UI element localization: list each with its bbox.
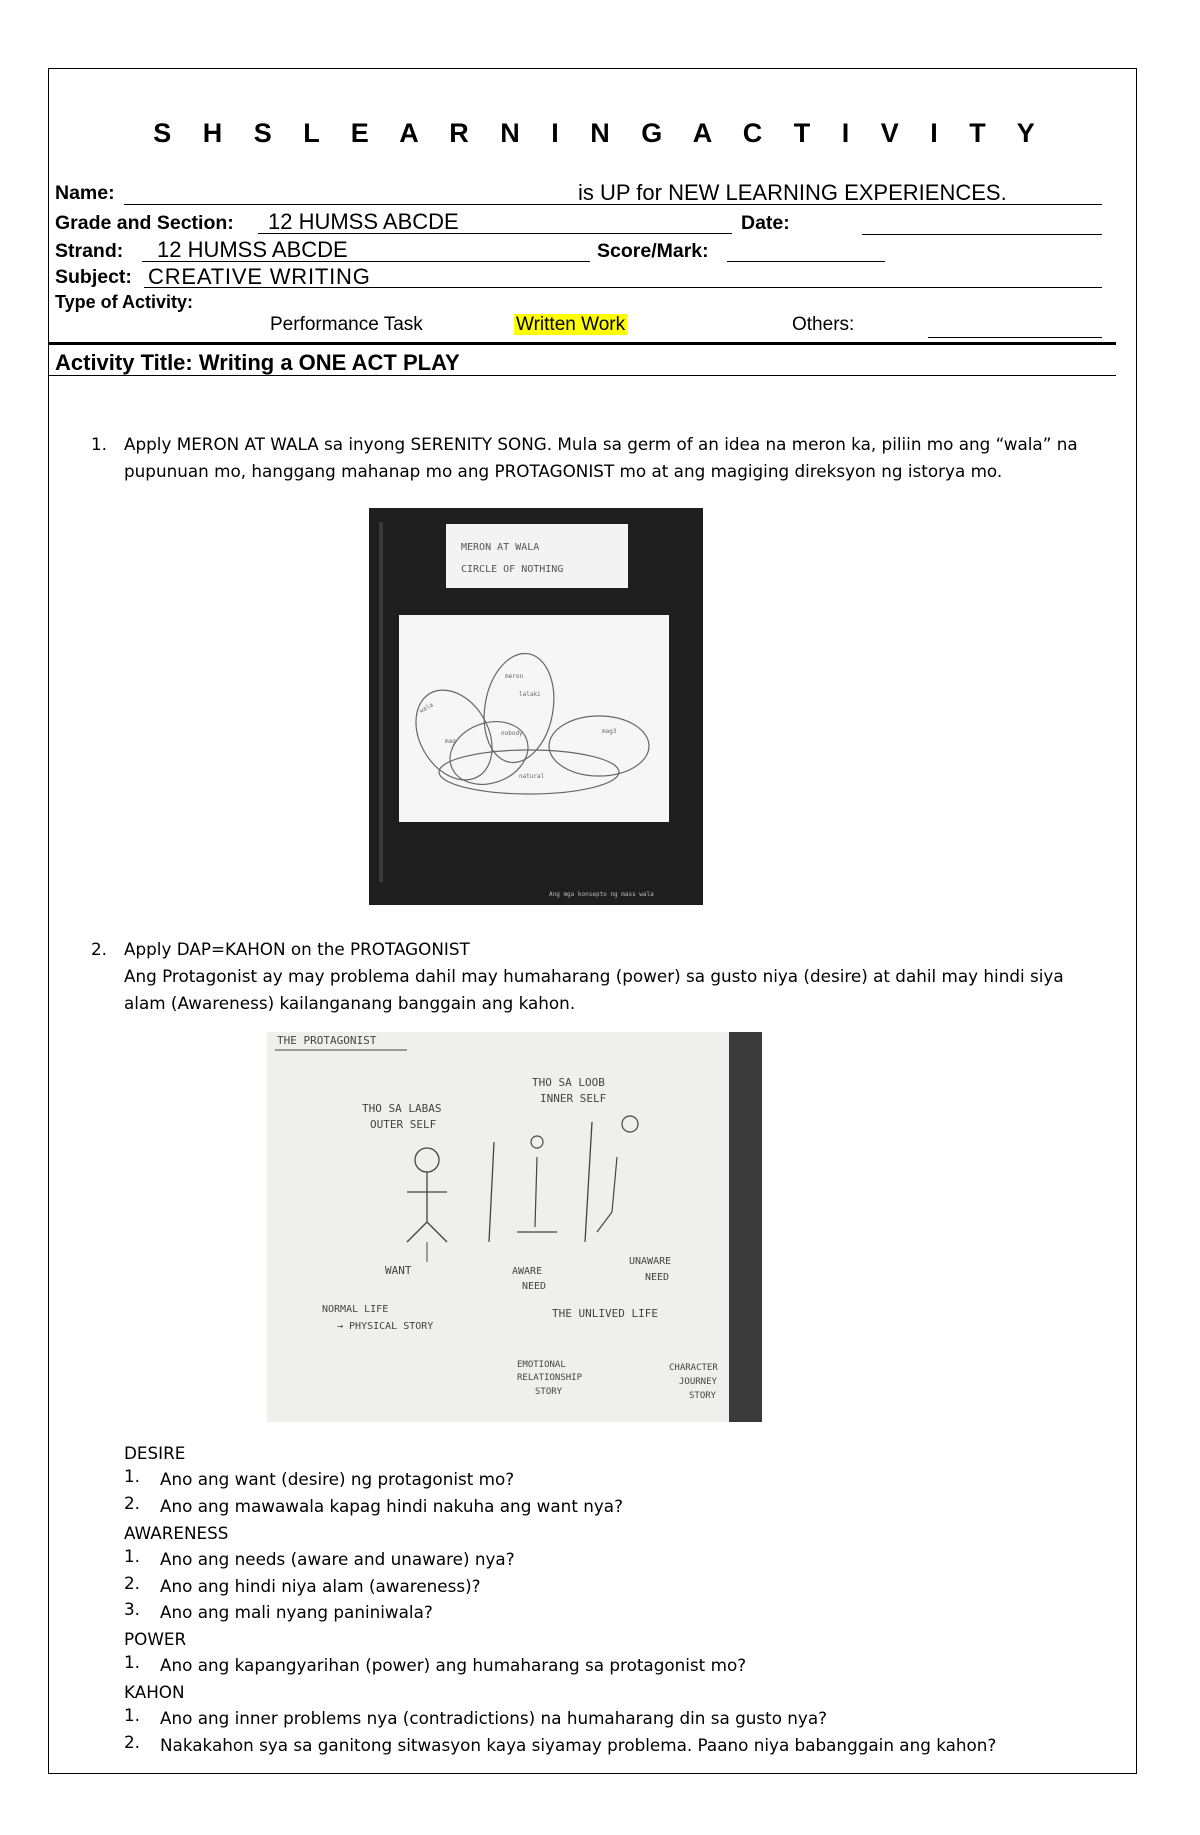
- photo1-word-mag: mag: [445, 738, 456, 745]
- photo1-word-mag3: mag3: [602, 728, 617, 735]
- photo1-label-card: [446, 524, 628, 588]
- subject-value: CREATIVE WRITING: [148, 264, 371, 289]
- awareness-heading: AWARENESS: [124, 1523, 229, 1543]
- item1-line2: pupunuan mo, hanggang mahanap mo ang PROTAGONIST mo at ang magiging direksyon ng istorya mo.: [124, 461, 1003, 481]
- grade-value: 12 HUMSS ABCDE: [268, 209, 459, 234]
- photo2-edge: [729, 1032, 762, 1422]
- desire-heading: DESIRE: [124, 1443, 186, 1463]
- photo1-texture: [379, 522, 383, 882]
- photo1-label-line1: MERON AT WALA: [461, 542, 540, 553]
- desire-q2: Ano ang mawawala kapag hindi nakuha ang want nya?: [160, 1496, 623, 1516]
- activity-title-underline: [48, 375, 1116, 376]
- inner-label-1: THO SA LOOB: [532, 1076, 605, 1089]
- unaware-label-2: NEED: [645, 1272, 670, 1283]
- item2-number: 2.: [91, 939, 108, 959]
- power-heading: POWER: [124, 1629, 187, 1649]
- protagonist-drawing: [267, 1032, 762, 1422]
- outer-label-1: THO SA LABAS: [362, 1102, 442, 1115]
- name-label: Name:: [55, 182, 115, 204]
- photo2-corner-label: THE PROTAGONIST: [277, 1034, 377, 1047]
- kahon-q1: Ano ang inner problems nya (contradictions) na humaharang din sa gusto nya?: [160, 1708, 828, 1728]
- selected-option-highlight: Written Work: [516, 314, 626, 335]
- option-performance-task[interactable]: Performance Task: [270, 314, 423, 335]
- page-title: S H S L E A R N I N G A C T I V I T Y: [153, 118, 1047, 148]
- unaware-label-1: UNAWARE: [629, 1256, 672, 1267]
- character-label-2: JOURNEY: [679, 1377, 717, 1387]
- power-q1: Ano ang kapangyarihan (power) ang humaharang sa protagonist mo?: [160, 1655, 747, 1675]
- score-label: Score/Mark:: [597, 240, 709, 262]
- strand-value: 12 HUMSS ABCDE: [157, 237, 348, 262]
- emotional-label-3: STORY: [535, 1387, 563, 1397]
- desire-q1-number: 1.: [124, 1466, 141, 1486]
- power-q1-number: 1.: [124, 1652, 141, 1672]
- photo1-paper: [399, 615, 669, 822]
- protagonist-photo: [267, 1032, 762, 1422]
- awareness-q2: Ano ang hindi niya alam (awareness)?: [160, 1576, 481, 1596]
- aware-label-1: AWARE: [512, 1266, 543, 1277]
- type-label: Type of Activity:: [55, 292, 194, 312]
- kahon-q1-number: 1.: [124, 1705, 141, 1725]
- date-field-line[interactable]: [862, 234, 1102, 235]
- photo1-word-wala: wala: [418, 701, 435, 715]
- character-label-1: CHARACTER: [669, 1363, 718, 1373]
- meron-at-wala-photo: [369, 508, 703, 905]
- photo1-word-nobody: nobody: [501, 730, 523, 737]
- emotional-label-1: EMOTIONAL: [517, 1360, 566, 1370]
- normal-life-label: NORMAL LIFE: [322, 1304, 389, 1315]
- aware-label-2: NEED: [522, 1281, 547, 1292]
- item2-line3: alam (Awareness) kailanganang banggain ang kahon.: [124, 993, 576, 1013]
- item1-number: 1.: [91, 434, 108, 454]
- kahon-q2: Nakakahon sya sa ganitong sitwasyon kaya siyamay problema. Paano niya babanggain ang kahon?: [160, 1735, 997, 1755]
- option-written-work[interactable]: [514, 314, 627, 336]
- desire-q1: Ano ang want (desire) ng protagonist mo?: [160, 1469, 515, 1489]
- physical-story-label: → PHYSICAL STORY: [337, 1321, 434, 1332]
- awareness-q3-number: 3.: [124, 1599, 141, 1619]
- desire-q2-number: 2.: [124, 1493, 141, 1513]
- kahon-q2-number: 2.: [124, 1732, 141, 1752]
- awareness-q3: Ano ang mali nyang paniniwala?: [160, 1602, 433, 1622]
- strand-label: Strand:: [55, 240, 124, 262]
- unlived-life-label: THE UNLIVED LIFE: [552, 1307, 658, 1320]
- score-field-line[interactable]: [727, 261, 885, 262]
- emotional-label-2: RELATIONSHIP: [517, 1373, 583, 1383]
- inner-label-2: INNER SELF: [540, 1092, 607, 1105]
- grade-label: Grade and Section:: [55, 212, 234, 234]
- outer-label-2: OUTER SELF: [370, 1118, 437, 1131]
- item1-line1: Apply MERON AT WALA sa inyong SERENITY SONG. Mula sa germ of an idea na meron ka, piliin mo ang “wala” na: [124, 434, 1078, 454]
- date-label: Date:: [741, 212, 790, 234]
- subject-label: Subject:: [55, 266, 132, 288]
- meron-at-wala-drawing: [369, 508, 703, 905]
- activity-title: Activity Title: Writing a ONE ACT PLAY: [55, 350, 460, 375]
- awareness-q1: Ano ang needs (aware and unaware) nya?: [160, 1549, 515, 1569]
- option-others[interactable]: Others:: [792, 314, 855, 335]
- character-label-3: STORY: [689, 1391, 717, 1401]
- awareness-q1-number: 1.: [124, 1546, 141, 1566]
- want-label: WANT: [385, 1264, 412, 1277]
- awareness-q2-number: 2.: [124, 1573, 141, 1593]
- photo1-word-natural: natural: [519, 773, 545, 780]
- header-divider: [48, 342, 1116, 345]
- kahon-heading: KAHON: [124, 1682, 185, 1702]
- item2-line2: Ang Protagonist ay may problema dahil may humaharang (power) sa gusto niya (desire) at dahil may hindi siya: [124, 966, 1064, 986]
- photo1-label-line2: CIRCLE OF NOTHING: [461, 564, 564, 575]
- photo1-word-lalaki: lalaki: [519, 691, 541, 698]
- others-field-line[interactable]: [928, 337, 1102, 338]
- name-value: is UP for NEW LEARNING EXPERIENCES.: [578, 180, 1007, 205]
- photo1-word-meron: meron: [505, 673, 524, 680]
- photo1-footer: Ang mga konsepto ng mass wala: [549, 891, 654, 898]
- item2-line1: Apply DAP=KAHON on the PROTAGONIST: [124, 939, 470, 959]
